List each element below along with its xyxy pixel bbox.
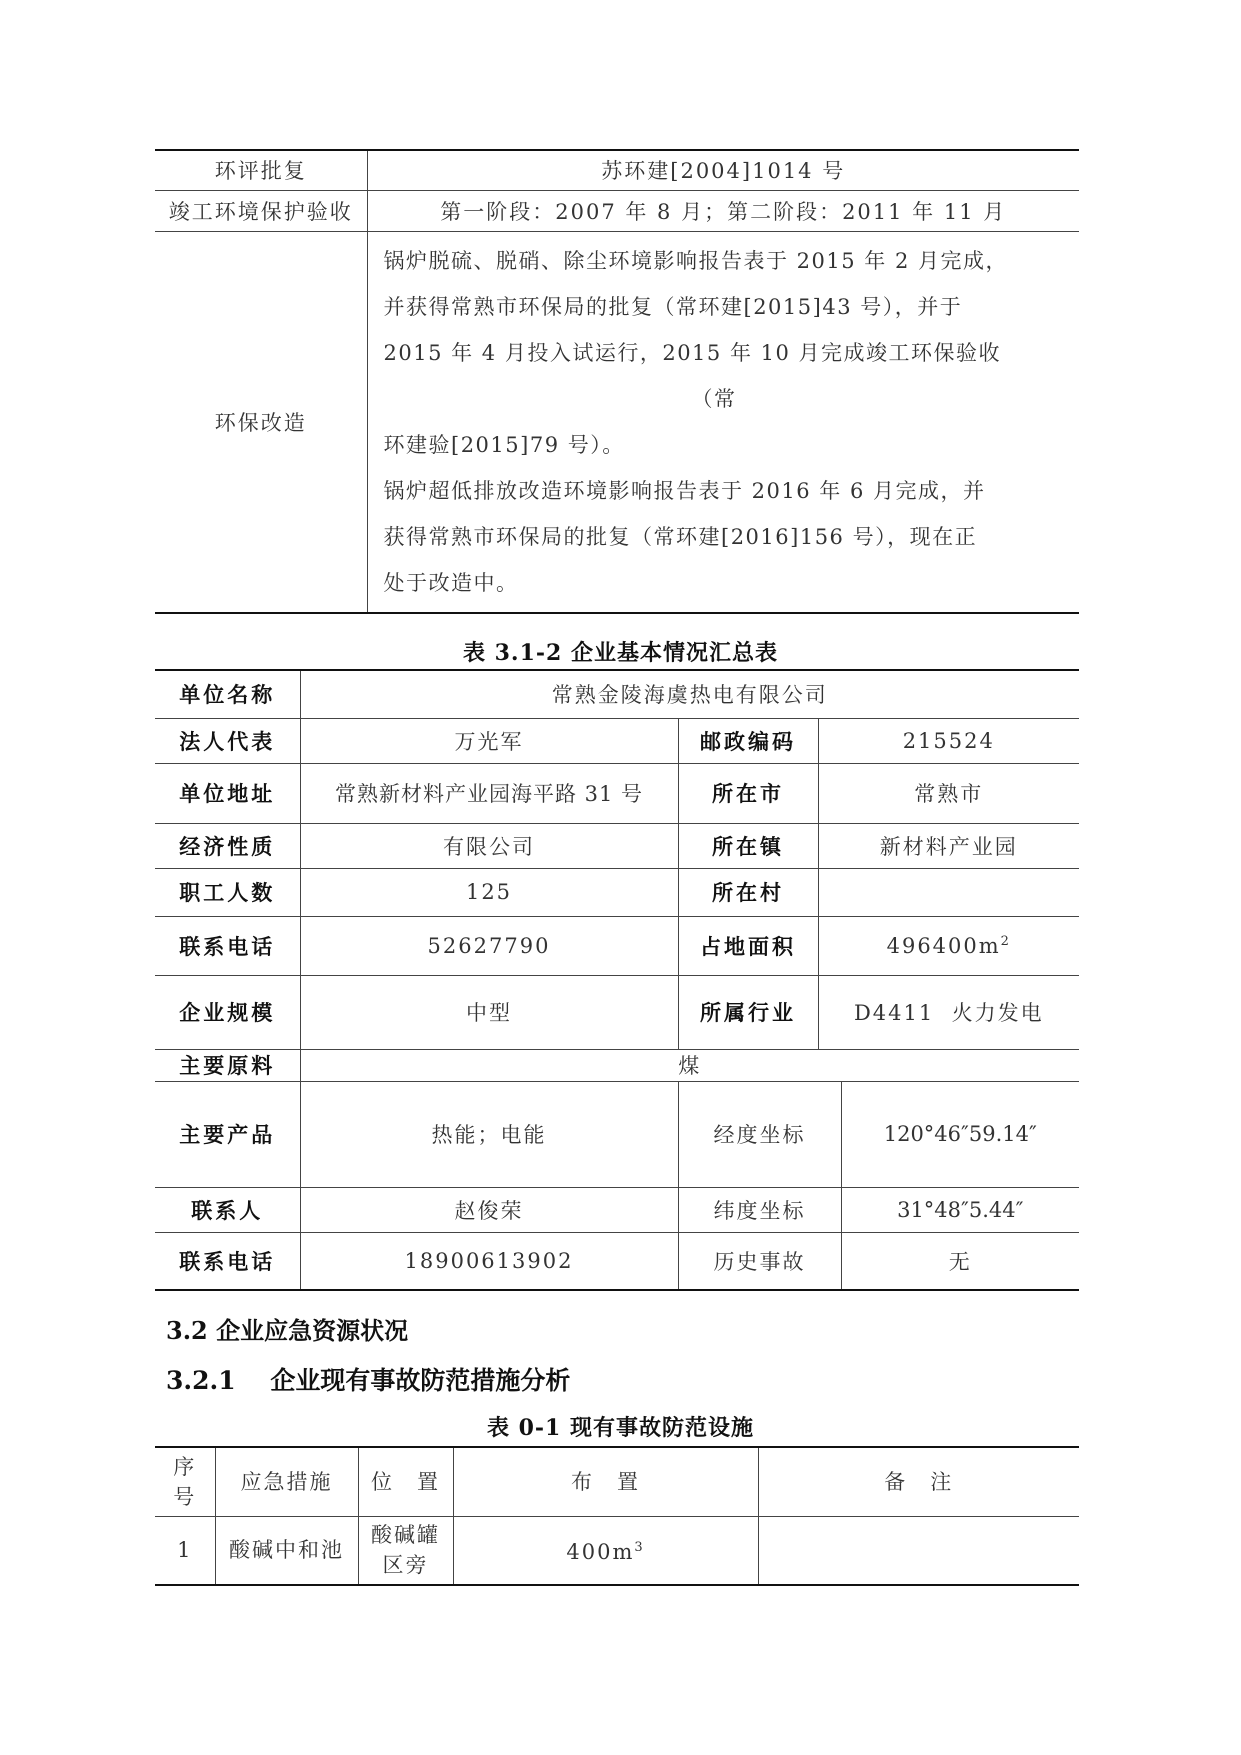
retrofit-line: （常 — [691, 386, 737, 411]
cell-label: 单位名称 — [155, 670, 300, 718]
table-header-row — [155, 1447, 1079, 1516]
cell-label: 所在镇 — [678, 823, 818, 868]
cell-label: 纬度坐标 — [678, 1187, 841, 1232]
volume-unit-exponent: 3 — [634, 1540, 645, 1556]
table-row — [155, 916, 1079, 975]
cell-label: 邮政编码 — [678, 718, 818, 763]
cell-value: 无 — [841, 1232, 1079, 1290]
cell-label: 经济性质 — [155, 823, 300, 868]
cell-label: 联系电话 — [155, 1232, 300, 1290]
cell-seq: 1 — [155, 1516, 215, 1585]
acceptance-label: 竣工环境保护验收 — [155, 190, 367, 231]
environmental-approval-table — [155, 149, 1079, 614]
table-row — [155, 1187, 1079, 1232]
cell-label: 所在村 — [678, 868, 818, 916]
cell-note — [758, 1516, 1079, 1585]
table-caption: 表 3.1-2 企业基本情况汇总表 — [462, 640, 779, 666]
cell-label: 主要产品 — [155, 1081, 300, 1187]
approval-value: 苏环建[2004]1014 号 — [367, 150, 1079, 190]
cell-value: 热能；电能 — [300, 1081, 678, 1187]
retrofit-line: 处于改造中。 — [383, 570, 519, 595]
cell-label: 职工人数 — [155, 868, 300, 916]
cell-value: 常熟市 — [818, 763, 1079, 823]
table-row — [155, 1081, 1079, 1187]
cell-measure: 酸碱中和池 — [215, 1516, 358, 1585]
cell-value: 煤 — [300, 1049, 1079, 1081]
cell-value: 有限公司 — [300, 823, 678, 868]
cell-label: 占地面积 — [678, 916, 818, 975]
cell-label: 历史事故 — [678, 1232, 841, 1290]
table-row — [155, 1516, 1079, 1585]
acceptance-value: 第一阶段：2007 年 8 月；第二阶段：2011 年 11 月 — [367, 190, 1079, 231]
cell-value: 215524 — [818, 718, 1079, 763]
cell-value: 万光军 — [300, 718, 678, 763]
table-row — [155, 823, 1079, 868]
cell-label: 单位地址 — [155, 763, 300, 823]
retrofit-description — [367, 231, 1079, 613]
cell-value — [818, 916, 1079, 975]
accident-prevention-table — [155, 1446, 1079, 1586]
cell-value: 52627790 — [300, 916, 678, 975]
header-measure: 应急措施 — [215, 1447, 358, 1516]
table-row — [155, 1232, 1079, 1290]
cell-layout: $400m^3$ — [453, 1516, 758, 1585]
retrofit-line: 并获得常熟市环保局的批复（常环建[2015]43 号），并于 — [383, 294, 963, 319]
cell-value: 新材料产业园 — [818, 823, 1079, 868]
cell-label: 所属行业 — [678, 975, 818, 1049]
cell-label: 主要原料 — [155, 1049, 300, 1081]
table-row — [155, 1049, 1079, 1081]
enterprise-info-table — [155, 669, 1079, 1291]
cell-label: 企业规模 — [155, 975, 300, 1049]
table-row — [155, 975, 1079, 1049]
table-row — [155, 231, 1079, 613]
approval-label: 环评批复 — [155, 150, 367, 190]
table-row — [155, 150, 1079, 190]
area-unit-exponent: 2 — [1000, 933, 1011, 949]
header-seq: 序 号 — [155, 1447, 215, 1516]
cell-label: 联系人 — [155, 1187, 300, 1232]
area-value: 496400m — [886, 933, 1001, 958]
retrofit-line: 环建验[2015]79 号）。 — [383, 432, 625, 457]
section-heading: 3.2 企业应急资源状况 — [166, 1316, 409, 1345]
retrofit-label: 环保改造 — [155, 231, 367, 613]
cell-value: 中型 — [300, 975, 678, 1049]
cell-value: 常熟金陵海虞热电有限公司 — [300, 670, 1079, 718]
cell-label: 法人代表 — [155, 718, 300, 763]
table-row — [155, 718, 1079, 763]
header-location: 位 置 — [358, 1447, 453, 1516]
cell-value: 120°46″59.14″ — [841, 1081, 1079, 1187]
cell-value: 赵俊荣 — [300, 1187, 678, 1232]
header-note: 备 注 — [758, 1447, 1079, 1516]
cell-location: 酸碱罐 区旁 — [358, 1516, 453, 1585]
table-row — [155, 670, 1079, 718]
table-row — [155, 190, 1079, 231]
cell-value — [818, 868, 1079, 916]
header-layout: 布 置 — [453, 1447, 758, 1516]
table-row — [155, 763, 1079, 823]
cell-label: 经度坐标 — [678, 1081, 841, 1187]
retrofit-line: 获得常熟市环保局的批复（常环建[2016]156 号），现在正 — [383, 524, 978, 549]
cell-label: 所在市 — [678, 763, 818, 823]
retrofit-line: 2015 年 4 月投入试运行，2015 年 10 月完成竣工环保验收 — [383, 340, 1002, 365]
subsection-heading: 3.2.1 企业现有事故防范措施分析 — [166, 1366, 571, 1395]
cell-value: D4411 火力发电 — [818, 975, 1079, 1049]
retrofit-line: 锅炉超低排放改造环境影响报告表于 2016 年 6 月完成，并 — [383, 478, 986, 503]
cell-value: 125 — [300, 868, 678, 916]
table-caption: 表 0-1 现有事故防范设施 — [486, 1415, 755, 1441]
table-row — [155, 868, 1079, 916]
cell-value: 31°48″5.44″ — [841, 1187, 1079, 1232]
cell-value: 常熟新材料产业园海平路 31 号 — [300, 763, 678, 823]
retrofit-line: 锅炉脱硫、脱硝、除尘环境影响报告表于 2015 年 2 月完成， — [383, 248, 1009, 273]
cell-label: 联系电话 — [155, 916, 300, 975]
cell-value: 18900613902 — [300, 1232, 678, 1290]
